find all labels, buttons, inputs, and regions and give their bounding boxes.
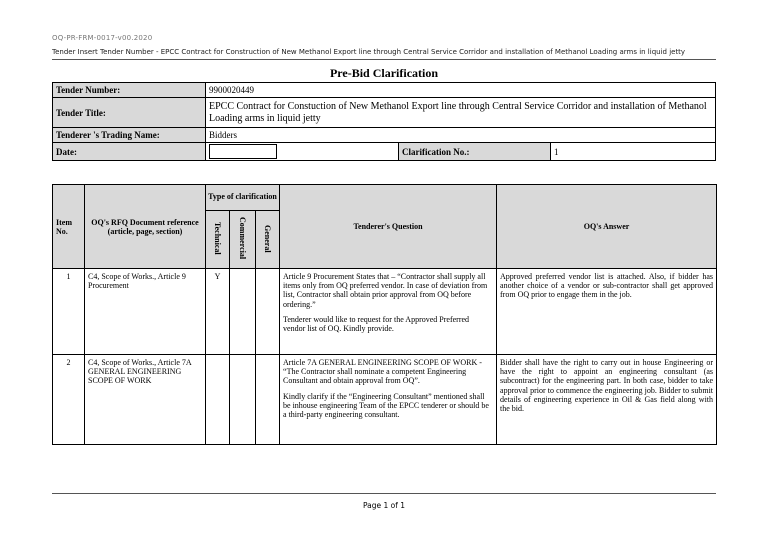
form-code: OQ-PR-FRM-0017-v00.2020	[52, 34, 153, 42]
type-group-header: Type of clarification	[206, 185, 280, 211]
clarification-table	[52, 184, 717, 445]
reference-cell: C4, Scope of Works., Article 7A GENERAL ENGINEERING SCOPE OF WORK	[85, 355, 206, 445]
tender-info-table	[52, 82, 716, 161]
commercial-cell	[230, 355, 256, 445]
header-divider	[52, 59, 716, 60]
general-header	[256, 211, 280, 269]
question-cell	[280, 355, 497, 445]
table-row	[53, 355, 717, 445]
question-paragraph: Kindly clarify if the “Engineering Consultant” mentioned shall be inhouse engineering Team of the EPCC tenderer or should be a third-party engineering consultant.	[283, 391, 489, 419]
technical-header-label: Technical	[213, 222, 222, 255]
reference-cell: C4, Scope of Works., Article 9 Procurement	[85, 269, 206, 355]
tender-number-value: 9900020449	[206, 83, 716, 98]
answer-header: OQ's Answer	[497, 185, 717, 269]
reference-header: OQ's RFQ Document reference (article, page, section)	[85, 185, 206, 269]
page-title: Pre-Bid Clarification	[329, 66, 439, 80]
commercial-header-label: Commercial	[238, 217, 247, 260]
date-label: Date:	[53, 143, 206, 161]
page-number: Page 1 of 1	[362, 501, 406, 510]
tender-title-value: EPCC Contract for Constuction of New Methanol Export line through Central Service Corridor and installation of Methanol Loading arms in liquid jetty	[206, 98, 716, 128]
clarification-no-value: 1	[551, 143, 716, 161]
question-paragraph: Article 9 Procurement States that – “Contractor shall supply all items only from OQ preferred vendor. In case of deviation from list, Contractor shall obtain prior approval from OQ before ordering.”	[283, 272, 488, 309]
clarification-no-label: Clarification No.:	[399, 143, 551, 161]
document-header: Tender Insert Tender Number - EPCC Contract for Construction of New Methanol Export line through Central Service Corridor and installation of Methanol Loading arms in liquid jetty	[52, 48, 686, 56]
commercial-cell	[230, 269, 256, 355]
trading-name-label: Tenderer 's Trading Name:	[53, 128, 206, 143]
question-cell	[280, 269, 497, 355]
technical-cell: Y	[206, 269, 230, 355]
question-paragraph: Tenderer would like to request for the Approved Preferred vendor list of OQ. Kindly provide.	[283, 314, 470, 333]
table-row	[53, 269, 717, 355]
question-paragraph: Article 7A GENERAL ENGINEERING SCOPE OF WORK - “The Contractor shall nominate a competent Engineering Consultant and obtain approval from OQ”.	[283, 358, 482, 386]
item-no-cell: 2	[53, 355, 85, 445]
technical-header	[206, 211, 230, 269]
commercial-header	[230, 211, 256, 269]
footer-divider	[52, 493, 716, 494]
question-header: Tenderer's Question	[280, 185, 497, 269]
item-no-cell: 1	[53, 269, 85, 355]
general-cell	[256, 269, 280, 355]
answer-cell: Approved preferred vendor list is attached. Also, if bidder has another choice of a vendor or sub-contractor shall get approved from OQ prior to engage them in the job.	[497, 269, 717, 355]
tender-number-label: Tender Number:	[53, 83, 206, 98]
general-cell	[256, 355, 280, 445]
technical-cell	[206, 355, 230, 445]
date-input[interactable]	[209, 144, 277, 159]
answer-cell: Bidder shall have the right to carry out in house Engineering or have the right to appoint an engineering consultant (as subcontract) for the engineering part. In both case, bidder to take approval prior to commence the engineering job. Bidder to submit details of engineering experience in Oil & Gas field along with the bid.	[497, 355, 717, 445]
trading-name-value: Bidders	[206, 128, 716, 143]
tender-title-label: Tender Title:	[53, 98, 206, 128]
item-no-header: Item No.	[53, 185, 85, 269]
general-header-label: General	[263, 224, 272, 253]
date-cell	[206, 143, 399, 161]
